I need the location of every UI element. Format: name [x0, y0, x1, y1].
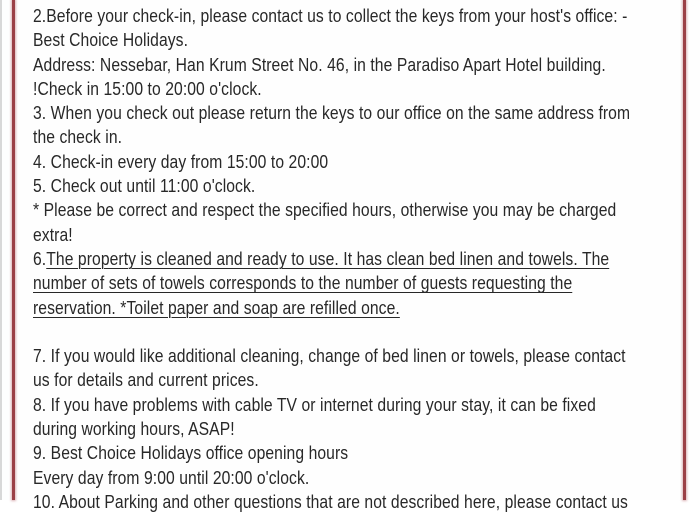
document-line: 4. Check-in every day from 15:00 to 20:00 [33, 151, 329, 172]
underlined-text: reservation. *Toilet paper and soap are refilled once. [33, 297, 400, 318]
underlined-text: number of sets of towels corresponds to the number of guests requesting the [33, 273, 573, 294]
document-line: * Please be correct and respect the specified hours, otherwise you may be charged [33, 200, 617, 221]
document-line: the check in. [33, 127, 123, 148]
document-line: 8. If you have problems with cable TV or internet during your stay, it can be fixed [33, 394, 596, 415]
document-line: 9. Best Choice Holidays office opening hours [33, 443, 349, 464]
document-line: us for details and current prices. [33, 370, 259, 391]
document-line: 5. Check out until 11:00 o'clock. [33, 176, 256, 197]
blank-line [33, 320, 673, 344]
document-line: during working hours, ASAP! [33, 419, 235, 440]
photo-edge-shadow [0, 0, 2, 500]
left-border-line [12, 0, 15, 500]
document-line: extra! [33, 224, 73, 245]
document-line: !Check in 15:00 to 20:00 o'clock. [33, 78, 262, 99]
document-line-underlined [33, 271, 673, 295]
underlined-text: The property is cleaned and ready to use. It has clean bed linen and towels. The [46, 248, 610, 269]
document-line-underlined [33, 296, 673, 320]
document-line: 3. When you check out please return the keys to our office on the same address from [33, 103, 631, 124]
document-line: 2.Before your check-in, please contact us to collect the keys from your host's office: - [33, 6, 628, 26]
document-line: Every day from 9:00 until 20:00 o'clock. [33, 467, 310, 488]
document-line: 7. If you would like additional cleaning, change of bed linen or towels, please contact [33, 346, 626, 367]
document-line-cutoff: 10. About Parking and other questions that are not described here, please contact us [33, 491, 628, 512]
document-text-block [33, 4, 673, 514]
document-line-underlined [33, 247, 673, 271]
right-border-line [683, 0, 686, 500]
document-line: Best Choice Holidays. [33, 30, 189, 51]
list-number: 6. [33, 248, 47, 269]
document-line: Address: Nessebar, Han Krum Street No. 46, in the Paradiso Apart Hotel building. [33, 54, 606, 75]
